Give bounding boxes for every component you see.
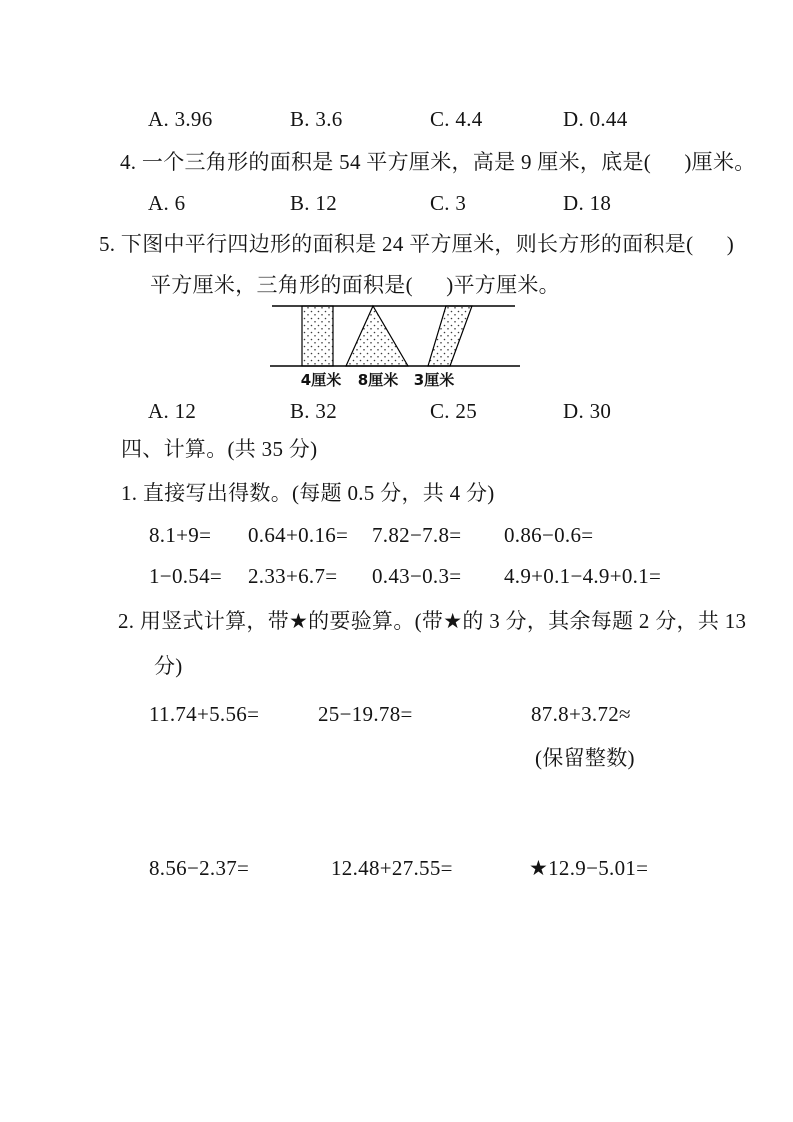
- calc2-row2-expr3: ★12.9−5.01=: [529, 856, 649, 880]
- triangle-shape: [346, 306, 408, 366]
- question-5-text-line1: 5. 下图中平行四边形的面积是 24 平方厘米，则长方形的面积是( ): [99, 232, 734, 256]
- q3-option-d: D. 0.44: [563, 107, 628, 131]
- rectangle-shape: [302, 306, 333, 366]
- parallelogram-shape: [428, 306, 472, 366]
- calc1-row2-expr2: 2.33+6.7=: [248, 564, 338, 588]
- figure-label-triangle-base: 8厘米: [357, 371, 399, 389]
- q3-option-c: C. 4.4: [430, 107, 483, 131]
- question-5-text-line2: 平方厘米，三角形的面积是( )平方厘米。: [150, 273, 560, 297]
- q4-option-b: B. 12: [290, 191, 338, 215]
- figure-label-parallelogram-base: 3厘米: [413, 371, 455, 389]
- calc2-title-line1: 2. 用竖式计算，带★的要验算。(带★的 3 分，其余每题 2 分，共 13: [118, 609, 747, 633]
- calc1-row1-expr1: 8.1+9=: [149, 523, 212, 547]
- q3-option-b: B. 3.6: [290, 107, 343, 131]
- geometry-figure: [268, 296, 526, 394]
- calc1-row1-expr3: 7.82−7.8=: [372, 523, 462, 547]
- figure-label-rectangle-base: 4厘米: [300, 371, 342, 389]
- q5-option-c: C. 25: [430, 399, 478, 423]
- calc1-row2-expr1: 1−0.54=: [149, 564, 223, 588]
- calc2-row2-expr2: 12.48+27.55=: [331, 856, 453, 880]
- q4-option-a: A. 6: [148, 191, 186, 215]
- calc1-row1-expr4: 0.86−0.6=: [504, 523, 594, 547]
- calc2-row2-expr1: 8.56−2.37=: [149, 856, 250, 880]
- calc2-round-note: (保留整数): [535, 746, 635, 770]
- calc1-row2-expr4: 4.9+0.1−4.9+0.1=: [504, 564, 662, 588]
- question-4-text: 4. 一个三角形的面积是 54 平方厘米，高是 9 厘米，底是( )厘米。: [120, 150, 756, 174]
- q4-option-c: C. 3: [430, 191, 467, 215]
- calc1-title: 1. 直接写出得数。(每题 0.5 分，共 4 分): [121, 481, 495, 505]
- q5-option-d: D. 30: [563, 399, 612, 423]
- q3-option-a: A. 3.96: [148, 107, 213, 131]
- section-4-title: 四、计算。(共 35 分): [121, 437, 318, 461]
- q5-option-b: B. 32: [290, 399, 338, 423]
- calc2-row1-expr1: 11.74+5.56=: [149, 702, 260, 726]
- calc1-row2-expr3: 0.43−0.3=: [372, 564, 462, 588]
- calc2-row1-expr2: 25−19.78=: [318, 702, 413, 726]
- calc2-title-line2: 分): [154, 654, 183, 678]
- calc2-row1-expr3: 87.8+3.72≈: [531, 702, 631, 726]
- q5-option-a: A. 12: [148, 399, 197, 423]
- calc1-row1-expr2: 0.64+0.16=: [248, 523, 349, 547]
- q4-option-d: D. 18: [563, 191, 612, 215]
